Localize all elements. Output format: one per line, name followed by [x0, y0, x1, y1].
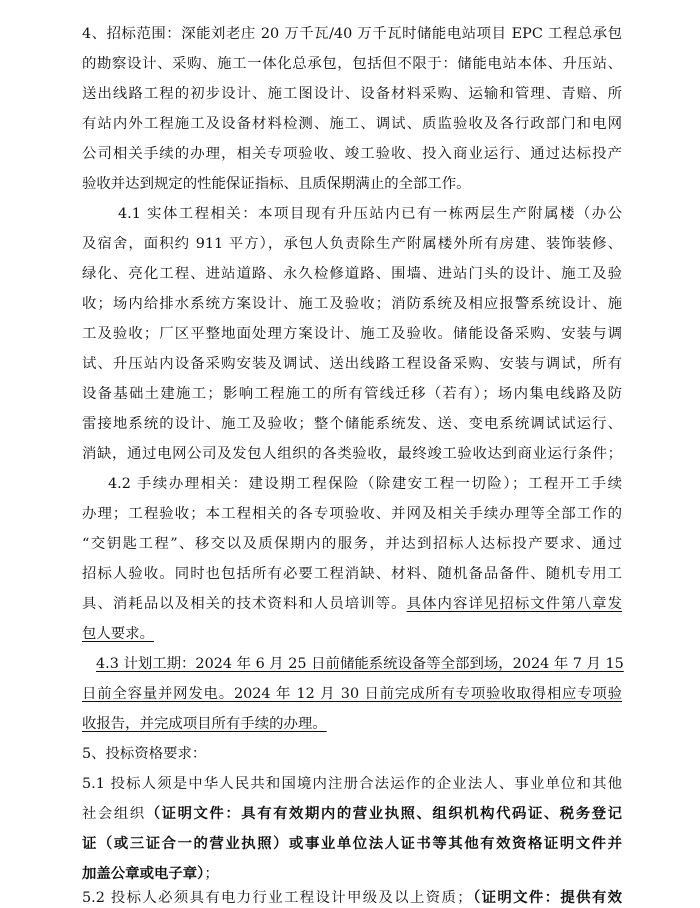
section-5-1-line-2-bold: （证明文件：具有有效期内的营业执照、组织机构代码证、税务登记 — [145, 805, 622, 822]
section-4-line-6: 验收并达到规定的性能保证指标、且质保期满止的全部工作。 — [82, 176, 471, 192]
section-4-line-1: 4、招标范围：深能刘老庄 20 万千瓦/40 万千瓦时储能电站项目 EPC 工程总承包 — [82, 26, 622, 42]
section-5-2-line-1-plain: 5.2 投标人必须具有电力行业工程设计甲级及以上资质； — [82, 890, 472, 906]
section-5-1-line-2-plain: 社会组织 — [82, 806, 146, 822]
section-5-1-line-4-plain: ； — [204, 866, 219, 882]
section-4-3-line-3-text: 收报告，并完成项目所有手续的办理。 — [82, 716, 327, 732]
section-5-2-line-1 — [82, 888, 622, 908]
section-5-1-line-1: 5.1 投标人须是中华人民共和国境内注册合法运作的企业法人、事业单位和其他 — [82, 776, 622, 792]
section-4-2-line-5-text: 具、消耗品以及相关的技术资料和人员培训等。 — [82, 596, 407, 612]
section-4-3-line-1-text: 4.3 计划工期：2024 年 6 月 25 日前储能系统设备等全部到场，2024 年 7 月 15 — [96, 656, 624, 672]
section-5-1-line-4 — [82, 864, 622, 884]
section-4-3-line-3 — [82, 714, 622, 734]
section-4-3-line-1 — [96, 654, 622, 674]
section-4-2-line-1: 4.2 手续办理相关：建设期工程保险（除建安工程一切险）；工程开工手续 — [108, 476, 622, 492]
section-4-2-line-6 — [82, 624, 622, 644]
section-5-1-line-2 — [82, 804, 622, 824]
section-4-3-line-2 — [82, 684, 622, 704]
section-4-2-line-3: “交钥匙工程”、移交以及质保期内的服务，并达到招标人达标投产要求、通过 — [82, 536, 622, 552]
section-4-2-line-4: 招标人验收。同时也包括所有必要工程消缺、材料、随机备品备件、随机专用工 — [82, 566, 622, 582]
section-5-2-line-1-bold: （证明文件：提供有效 — [471, 889, 622, 906]
section-4-1-line-7: 设备基础土建施工；影响工程施工的所有管线迁移（若有）；场内集电线路及防 — [82, 386, 622, 402]
section-4-1-line-9: 消缺，通过电网公司及发包人组织的各类验收，最终竣工验收达到商业运行条件； — [82, 446, 622, 462]
section-4-line-2: 的勘察设计、采购、施工一体化总承包，包括但不限于：储能电站本体、升压站、 — [82, 56, 622, 72]
section-4-line-5: 公司相关手续的办理，相关专项验收、竣工验收、投入商业运行、通过达标投产 — [82, 146, 622, 162]
section-4-1-line-1: 4.1 实体工程相关：本项目现有升压站内已有一栋两层生产附属楼（办公 — [118, 206, 622, 222]
section-4-1-line-2: 及宿舍，面积约 911 平方），承包人负责除生产附属楼外所有房建、装饰装修、 — [82, 236, 622, 252]
section-4-1-line-3: 绿化、亮化工程、进站道路、永久检修道路、围墙、进站门头的设计、施工及验 — [82, 266, 622, 282]
section-5-1-line-3: 证（或三证合一的营业执照）或事业单位法人证书等其他有效资格证明文件并 — [82, 835, 622, 852]
section-4-line-3: 送出线路工程的初步设计、施工图设计、设备材料采购、运输和管理、青赔、所 — [82, 86, 622, 102]
section-5-1-line-4-bold: 加盖公章或电子章） — [82, 865, 205, 882]
section-4-1-line-5: 工及验收；厂区平整地面处理方案设计、施工及验收。储能设备采购、安装与调 — [82, 326, 622, 342]
section-4-1-line-4: 收；场内给排水系统方案设计、施工及验收；消防系统及相应报警系统设计、施 — [82, 296, 622, 312]
section-4-1-line-6: 试、升压站内设备采购安装及调试、送出线路工程设备采购、安装与调试，所有 — [82, 356, 622, 372]
section-4-3-line-2-text: 日前全容量并网发电。2024 年 12 月 30 日前完成所有专项验收取得相应专项验 — [82, 686, 622, 702]
section-4-line-4: 有站内外工程施工及设备材料检测、施工、调试、质监验收及各行政部门和电网 — [82, 116, 622, 132]
section-4-2-see-chapter-8: 具体内容详见招标文件第八章发 — [406, 596, 622, 612]
section-4-2-line-6-text: 包人要求。 — [82, 626, 154, 642]
section-4-2-line-5 — [82, 594, 622, 614]
section-5-heading: 5、投标资格要求： — [82, 746, 207, 762]
section-4-1-line-8: 雷接地系统的设计、施工及验收；整个储能系统发、送、变电系统调试试运行、 — [82, 416, 622, 432]
section-4-2-line-2: 办理；工程验收；本工程相关的各专项验收、并网及相关手续办理等全部工作的 — [82, 506, 622, 522]
